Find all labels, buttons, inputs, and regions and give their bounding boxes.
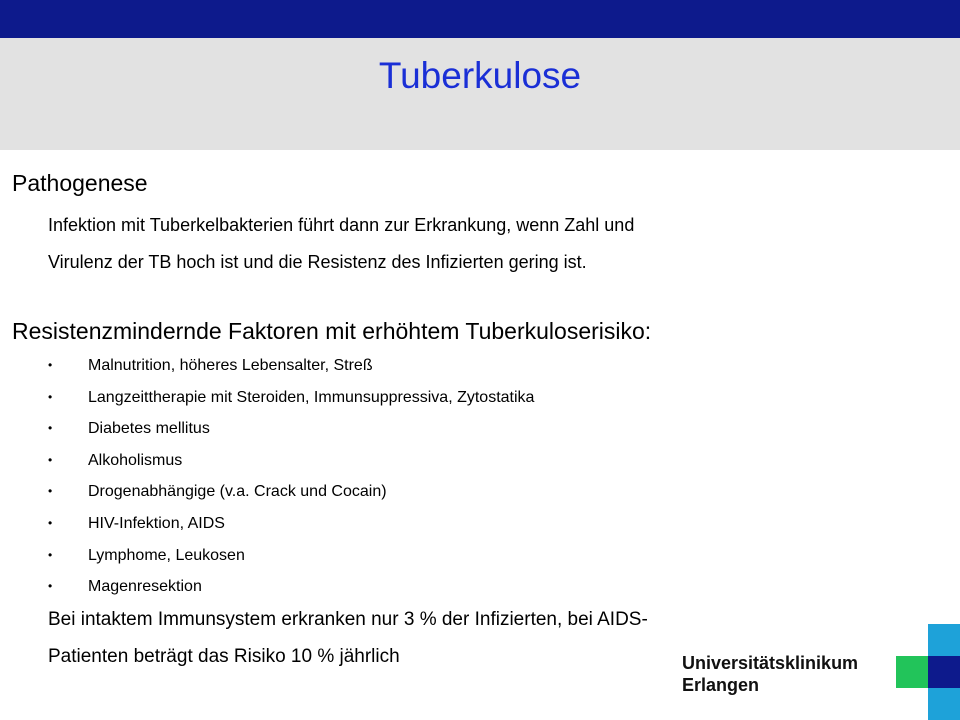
slide-title: Tuberkulose	[378, 55, 582, 96]
paragraph-line: Patienten beträgt das Risiko 10 % jährlich	[48, 646, 400, 667]
paragraph-line: Bei intaktem Immunsystem erkranken nur 3 % der Infizierten, bei AIDS-	[48, 609, 648, 630]
bullet-icon: •	[48, 421, 53, 436]
logo-square-cyan	[928, 624, 960, 656]
bullet-icon: •	[48, 389, 53, 404]
bullet-icon: •	[48, 484, 53, 499]
bullet-icon: •	[48, 515, 53, 530]
bullet-icon: •	[48, 547, 53, 562]
top-bar	[0, 0, 960, 38]
pathogenese-paragraph	[48, 207, 634, 281]
university-logo-text: Universitätsklinikum Erlangen	[682, 653, 859, 695]
logo-square-cyan-lower	[928, 688, 960, 720]
logo-square-navy	[928, 656, 960, 688]
section-heading-pathogenese: Pathogenese	[12, 170, 148, 196]
logo-square-green	[896, 656, 928, 688]
bullet-icon: •	[48, 579, 53, 594]
paragraph-line: Virulenz der TB hoch ist und die Resistenz des Infizierten gering ist.	[48, 252, 587, 272]
bullet-icon: •	[48, 452, 53, 467]
section-heading-risk-factors: Resistenzmindernde Faktoren mit erhöhtem Tuberkuloserisiko:	[12, 318, 652, 344]
bullet-icon: •	[48, 358, 53, 372]
closing-paragraph	[48, 601, 648, 675]
paragraph-line: Infektion mit Tuberkelbakterien führt dann zur Erkrankung, wenn Zahl und	[48, 215, 635, 235]
